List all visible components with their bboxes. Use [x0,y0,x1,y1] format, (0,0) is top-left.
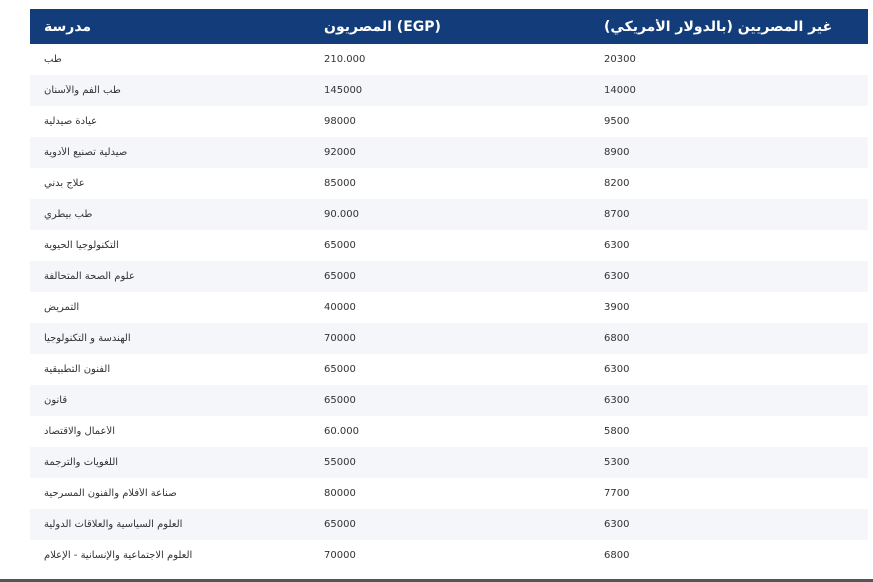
usd-fee-cell [590,292,868,323]
usd-fee-cell [590,354,868,385]
egp-fee-cell-text: 60.000 [324,426,359,437]
table-row [30,106,868,137]
school-cell-text: التمريض [44,302,80,313]
school-cell [30,44,310,75]
school-cell-text: طب [44,54,62,65]
school-cell-text: صناعة الأفلام والفنون المسرحية [44,488,177,499]
school-cell [30,509,310,540]
usd-fee-cell-text: 5800 [604,426,630,437]
table-body [30,44,868,571]
school-cell-text: العلوم السياسية والعلاقات الدولية [44,519,183,530]
school-cell [30,106,310,137]
usd-fee-cell [590,385,868,416]
egp-fee-cell [310,540,590,571]
school-cell-text: الفنون التطبيقية [44,364,111,375]
egp-fee-cell-text: 98000 [324,116,356,127]
school-cell [30,323,310,354]
school-cell-text: طب بيطري [44,209,93,220]
egp-fee-cell [310,75,590,106]
egp-fee-cell [310,168,590,199]
egp-fee-cell [310,261,590,292]
school-cell [30,199,310,230]
egp-fee-cell-text: 55000 [324,457,356,468]
egp-fee-cell [310,416,590,447]
usd-fee-cell-text: 6300 [604,395,630,406]
school-cell-text: صيدلية تصنيع الأدوية [44,147,128,158]
school-cell [30,168,310,199]
table-row [30,447,868,478]
table-row [30,354,868,385]
usd-fee-cell [590,137,868,168]
egp-fee-cell [310,478,590,509]
school-cell [30,75,310,106]
school-cell [30,354,310,385]
usd-fee-cell-text: 6800 [604,333,630,344]
table-row [30,199,868,230]
usd-fee-cell [590,323,868,354]
egp-fee-cell-text: 65000 [324,240,356,251]
usd-fee-cell [590,509,868,540]
header-row [30,9,868,44]
usd-fee-cell [590,168,868,199]
usd-fee-cell-text: 14000 [604,85,636,96]
table-row [30,44,868,75]
egp-fee-cell [310,106,590,137]
egp-fee-cell-text: 65000 [324,395,356,406]
school-cell-text: علاج بدني [44,178,85,189]
table-row [30,323,868,354]
column-header-non-egyptians-label: غير المصريين (بالدولار الأمريكي) [604,18,833,35]
school-cell-text: قانون [44,395,68,406]
table-row [30,416,868,447]
table-row [30,292,868,323]
usd-fee-cell-text: 8200 [604,178,630,189]
table-row [30,540,868,571]
egp-fee-cell [310,44,590,75]
column-header-non-egyptians [590,9,868,44]
school-cell [30,292,310,323]
egp-fee-cell-text: 65000 [324,519,356,530]
usd-fee-cell-text: 9500 [604,116,630,127]
egp-fee-cell [310,292,590,323]
table-row [30,137,868,168]
egp-fee-cell [310,199,590,230]
usd-fee-cell [590,44,868,75]
school-cell-text: طب الفم والأسنان [44,85,121,96]
table-row [30,230,868,261]
usd-fee-cell-text: 5300 [604,457,630,468]
school-cell-text: الأعمال والاقتصاد [44,426,116,437]
school-cell [30,137,310,168]
egp-fee-cell-text: 70000 [324,550,356,561]
tuition-fees-table [30,9,868,571]
usd-fee-cell [590,199,868,230]
egp-fee-cell-text: 70000 [324,333,356,344]
table-row [30,168,868,199]
school-cell [30,230,310,261]
school-cell [30,385,310,416]
egp-fee-cell-text: 90.000 [324,209,359,220]
table-row [30,509,868,540]
usd-fee-cell-text: 8900 [604,147,630,158]
egp-fee-cell-text: 65000 [324,271,356,282]
usd-fee-cell [590,75,868,106]
usd-fee-cell-text: 8700 [604,209,630,220]
school-cell [30,261,310,292]
egp-fee-cell [310,385,590,416]
usd-fee-cell-text: 6300 [604,240,630,251]
usd-fee-cell [590,540,868,571]
egp-fee-cell-text: 145000 [324,85,363,96]
column-header-egyptians [310,9,590,44]
usd-fee-cell-text: 20300 [604,54,636,65]
usd-fee-cell-text: 6300 [604,364,630,375]
usd-fee-cell [590,416,868,447]
usd-fee-cell [590,230,868,261]
table-row [30,261,868,292]
egp-fee-cell-text: 65000 [324,364,356,375]
usd-fee-cell-text: 6300 [604,271,630,282]
egp-fee-cell-text: 92000 [324,147,356,158]
usd-fee-cell [590,447,868,478]
school-cell-text: التكنولوجيا الحيوية [44,240,119,251]
column-header-egyptians-label: المصريون (EGP) [324,18,441,35]
egp-fee-cell [310,447,590,478]
egp-fee-cell-text: 80000 [324,488,356,499]
usd-fee-cell-text: 7700 [604,488,630,499]
egp-fee-cell-text: 85000 [324,178,356,189]
usd-fee-cell [590,106,868,137]
school-cell [30,416,310,447]
egp-fee-cell [310,509,590,540]
school-cell [30,478,310,509]
usd-fee-cell-text: 3900 [604,302,630,313]
egp-fee-cell [310,137,590,168]
column-header-school [30,9,310,44]
egp-fee-cell-text: 210.000 [324,54,366,65]
school-cell-text: العلوم الاجتماعية والإنسانية - الإعلام [44,550,193,561]
school-cell-text: عيادة صيدلية [44,116,98,127]
table-row [30,385,868,416]
school-cell [30,447,310,478]
usd-fee-cell-text: 6300 [604,519,630,530]
school-cell-text: علوم الصحة المتحالفة [44,271,135,282]
egp-fee-cell [310,230,590,261]
school-cell [30,540,310,571]
egp-fee-cell-text: 40000 [324,302,356,313]
usd-fee-cell [590,261,868,292]
table-row [30,478,868,509]
table-row [30,75,868,106]
egp-fee-cell [310,323,590,354]
table-header [30,9,868,44]
column-header-school-label: مدرسة [44,18,92,35]
school-cell-text: اللغويات والترجمة [44,457,119,468]
usd-fee-cell-text: 6800 [604,550,630,561]
usd-fee-cell [590,478,868,509]
egp-fee-cell [310,354,590,385]
school-cell-text: الهندسة و التكنولوجيا [44,333,131,344]
